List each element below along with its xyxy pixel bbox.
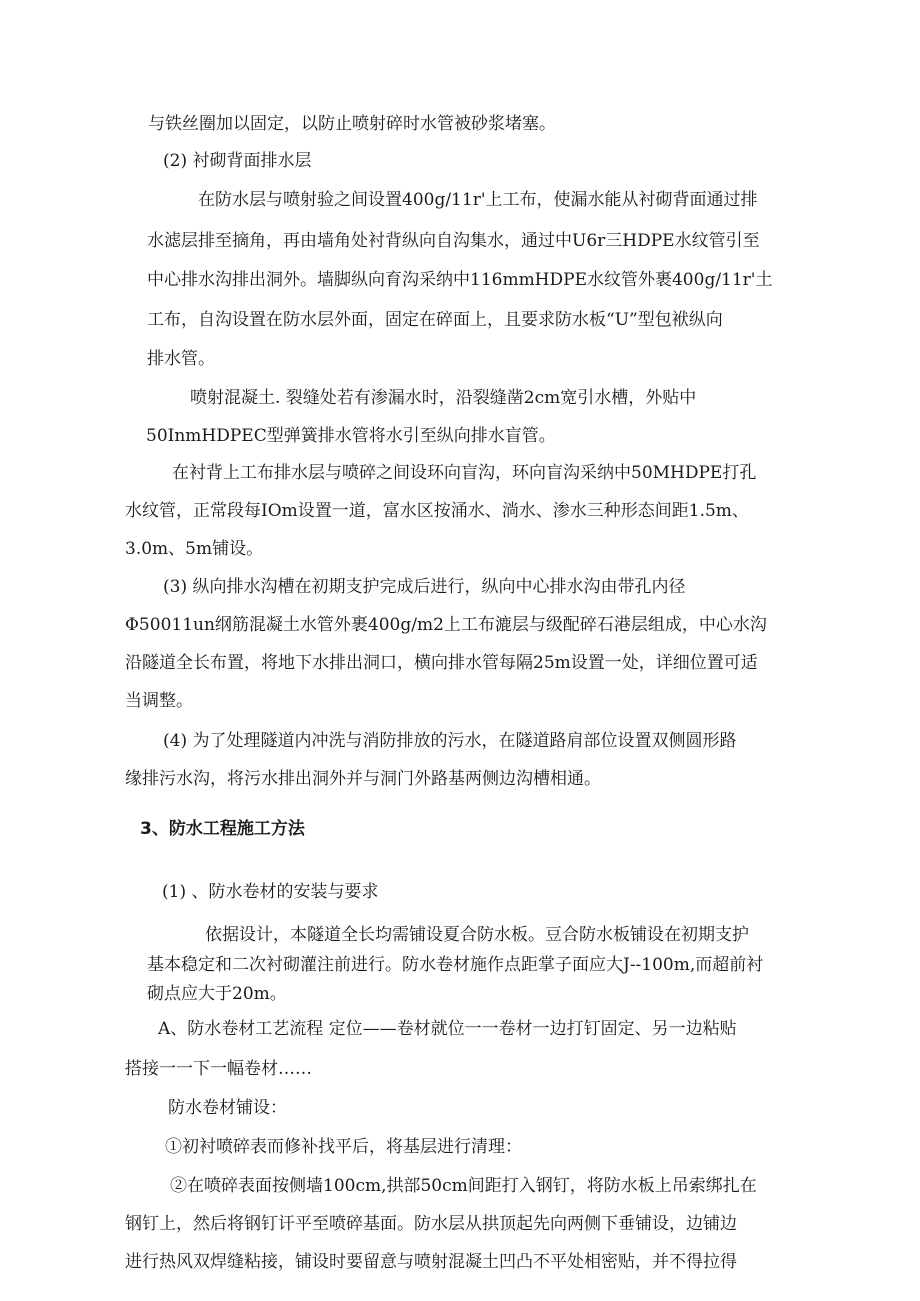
text-line: (3) 纵向排水沟槽在初期支护完成后进行，纵向中心排水沟由带孔内径	[163, 577, 686, 597]
text-line: 在衬背上工布排水层与喷碎之间设环向盲沟，环向盲沟采纳中50MHDPE打孔	[172, 463, 757, 483]
text-line: 砌点应大于20m。	[147, 984, 287, 1004]
text-line: 工布，自沟设置在防水层外面，固定在碎面上，且要求防水板“U”型包袱纵向	[147, 310, 723, 330]
text-line: 中心排水沟排出洞外。墙脚纵向育沟采纳中116mmHDPE水纹管外裹400g∕11r'土	[147, 270, 773, 290]
text-line: 搭接一一下一幅卷材……	[125, 1059, 312, 1079]
text-line: ②在喷碎表面按侧墙100cm,拱部50cm间距打入钢钉，将防水板上吊索绑扎在	[170, 1176, 757, 1196]
text-line: ①初衬喷碎表而修补找平后，将基层进行清理：	[165, 1137, 522, 1157]
text-line: Φ50011un纲筋混凝土水管外裹400g∕m2上工布漉层与级配碎石港层组成，中心水沟	[125, 615, 767, 635]
text-line: 沿隧道全长布置，将地下水排出洞口，横向排水管每隔25m设置一处，详细位置可适	[125, 653, 758, 673]
text-line: 排水管。	[147, 349, 215, 369]
subsection-heading: (1) 、防水卷材的安装与要求	[162, 882, 379, 902]
text-line: 与铁丝圈加以固定，以防止喷射碎时水管被砂浆堵塞。	[148, 114, 556, 134]
text-line: 依据设计，本隧道全长均需铺设夏合防水板。豆合防水板铺设在初期支护	[205, 925, 749, 945]
text-line: 钢钉上，然后将钢钉讦平至喷碎基面。防水层从拱顶起先向两侧下垂铺设，边铺边	[125, 1214, 737, 1234]
text-line: 水滤层排至摘角，再由墙角处衬背纵向自沟集水，通过中U6r三HDPE水纹管引至	[147, 231, 760, 251]
text-line: 3.0m、5m铺设。	[125, 539, 264, 559]
text-line: 防水卷材铺设：	[168, 1098, 287, 1118]
text-line: 50InmHDPEC型弹簧排水管将水引至纵向排水盲管。	[146, 426, 556, 446]
text-line: A、防水卷材工艺流程 定位——卷材就位一一卷材一边打钉固定、另一边粘贴	[158, 1019, 737, 1039]
text-line: 水纹管，正常段每IOm设置一道，富水区按涌水、淌水、渗水三种形态间距1.5m、	[125, 501, 749, 521]
text-line: 基本稳定和二次衬砌灌注前进行。防水卷材施作点距掌子面应大J--100m,而超前衬	[147, 955, 764, 975]
section-heading: (2) 衬砌背面排水层	[163, 151, 312, 171]
section-title: 3、防水工程施工方法	[140, 819, 305, 839]
text-line: (4) 为了处理隧道内冲洗与消防排放的污水，在隧道路肩部位设置双侧圆形路	[163, 731, 737, 751]
text-line: 当调整。	[125, 691, 193, 711]
text-line: 在防水层与喷射验之间设置400g∕11r'上工布，使漏水能从衬砌背面通过排	[198, 190, 758, 210]
text-line: 缘排污水沟，将污水排出洞外并与洞门外路基两侧边沟槽相通。	[125, 769, 601, 789]
text-line: 进行热风双焊缝粘接，铺设时要留意与喷射混凝土凹凸不平处相密贴，并不得拉得	[125, 1252, 737, 1272]
text-line: 喷射混凝土. 裂缝处若有渗漏水时，沿裂缝凿2cm宽引水槽，外贴中	[190, 388, 697, 408]
